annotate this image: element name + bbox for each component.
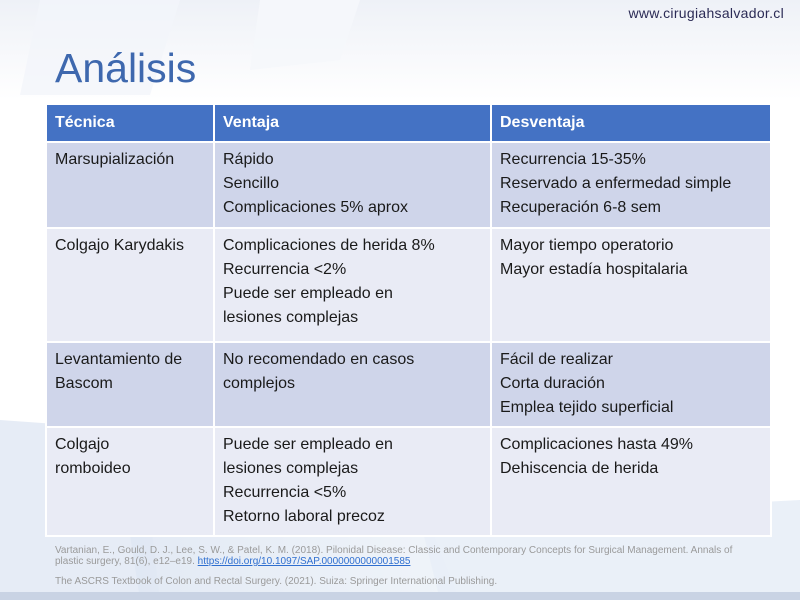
disadvantage-cell <box>491 228 771 342</box>
disadvantage-cell <box>491 427 771 536</box>
column-header-technique: Técnica <box>46 104 214 142</box>
cell-line: Marsupialización <box>55 151 175 168</box>
cell-line: No recomendado en casos <box>223 351 415 368</box>
site-url: www.cirugiahsalvador.cl <box>628 5 784 21</box>
cell-line: Recuperación 6-8 sem <box>500 199 661 216</box>
cell-line: Levantamiento de <box>55 351 183 368</box>
doi-link[interactable]: https://doi.org/10.1097/SAP.0000000000001585 <box>197 556 411 567</box>
cell-line: complejos <box>223 375 296 392</box>
table-row <box>46 142 771 228</box>
table-header-row <box>46 104 771 142</box>
cell-line: Complicaciones de herida 8% <box>223 237 435 254</box>
cell-line: romboideo <box>55 460 131 477</box>
disadvantage-cell <box>491 342 771 427</box>
cell-line: Puede ser empleado en <box>223 436 393 453</box>
cell-line: lesiones complejas <box>223 309 359 326</box>
cell-line: Recurrencia 15-35% <box>500 151 646 168</box>
references <box>55 545 755 596</box>
cell-line: Mayor tiempo operatorio <box>500 237 674 254</box>
disadvantage-cell <box>491 142 771 228</box>
reference-2: The ASCRS Textbook of Colon and Rectal Surgery. (2021). Suiza: Springer International Publishing. <box>55 576 498 587</box>
cell-line: Recurrencia <5% <box>223 484 347 501</box>
table-row <box>46 342 771 427</box>
cell-line: Mayor estadía hospitalaria <box>500 261 688 278</box>
cell-line: Recurrencia <2% <box>223 261 347 278</box>
cell-line: lesiones complejas <box>223 460 359 477</box>
cell-line: Retorno laboral precoz <box>223 508 385 525</box>
technique-cell <box>46 342 214 427</box>
technique-cell <box>46 142 214 228</box>
cell-line: Complicaciones hasta 49% <box>500 436 693 453</box>
cell-line: Colgajo <box>55 436 110 453</box>
advantage-cell <box>214 228 491 342</box>
column-header-disadvantage: Desventaja <box>491 104 771 142</box>
cell-line: Rápido <box>223 151 274 168</box>
cell-line: Fácil de realizar <box>500 351 613 368</box>
cell-line: Sencillo <box>223 175 280 192</box>
column-header-advantage: Ventaja <box>214 104 491 142</box>
cell-line: Reservado a enfermedad simple <box>500 175 732 192</box>
slide-title: Análisis <box>55 45 197 91</box>
comparison-table <box>45 103 772 537</box>
advantage-cell <box>214 427 491 536</box>
table-row <box>46 427 771 536</box>
cell-line: Corta duración <box>500 375 605 392</box>
cell-line: Dehiscencia de herida <box>500 460 659 477</box>
advantage-cell <box>214 342 491 427</box>
table-row <box>46 228 771 342</box>
advantage-cell <box>214 142 491 228</box>
cell-line: Complicaciones 5% aprox <box>223 199 408 216</box>
cell-line: Colgajo Karydakis <box>55 237 184 254</box>
cell-line: Emplea tejido superficial <box>500 399 674 416</box>
reference-1 <box>55 545 755 567</box>
cell-line: Bascom <box>55 375 113 392</box>
technique-cell <box>46 228 214 342</box>
reference-1-text: Vartanian, E., Gould, D. J., Lee, S. W., & Patel, K. M. (2018). Pilonidal Disease: Classic and Contemporary Concepts for Surgical Management. Annals of plastic surgery, 81(6), e12–e19. <box>55 545 733 567</box>
cell-line: Puede ser empleado en <box>223 285 393 302</box>
technique-cell <box>46 427 214 536</box>
